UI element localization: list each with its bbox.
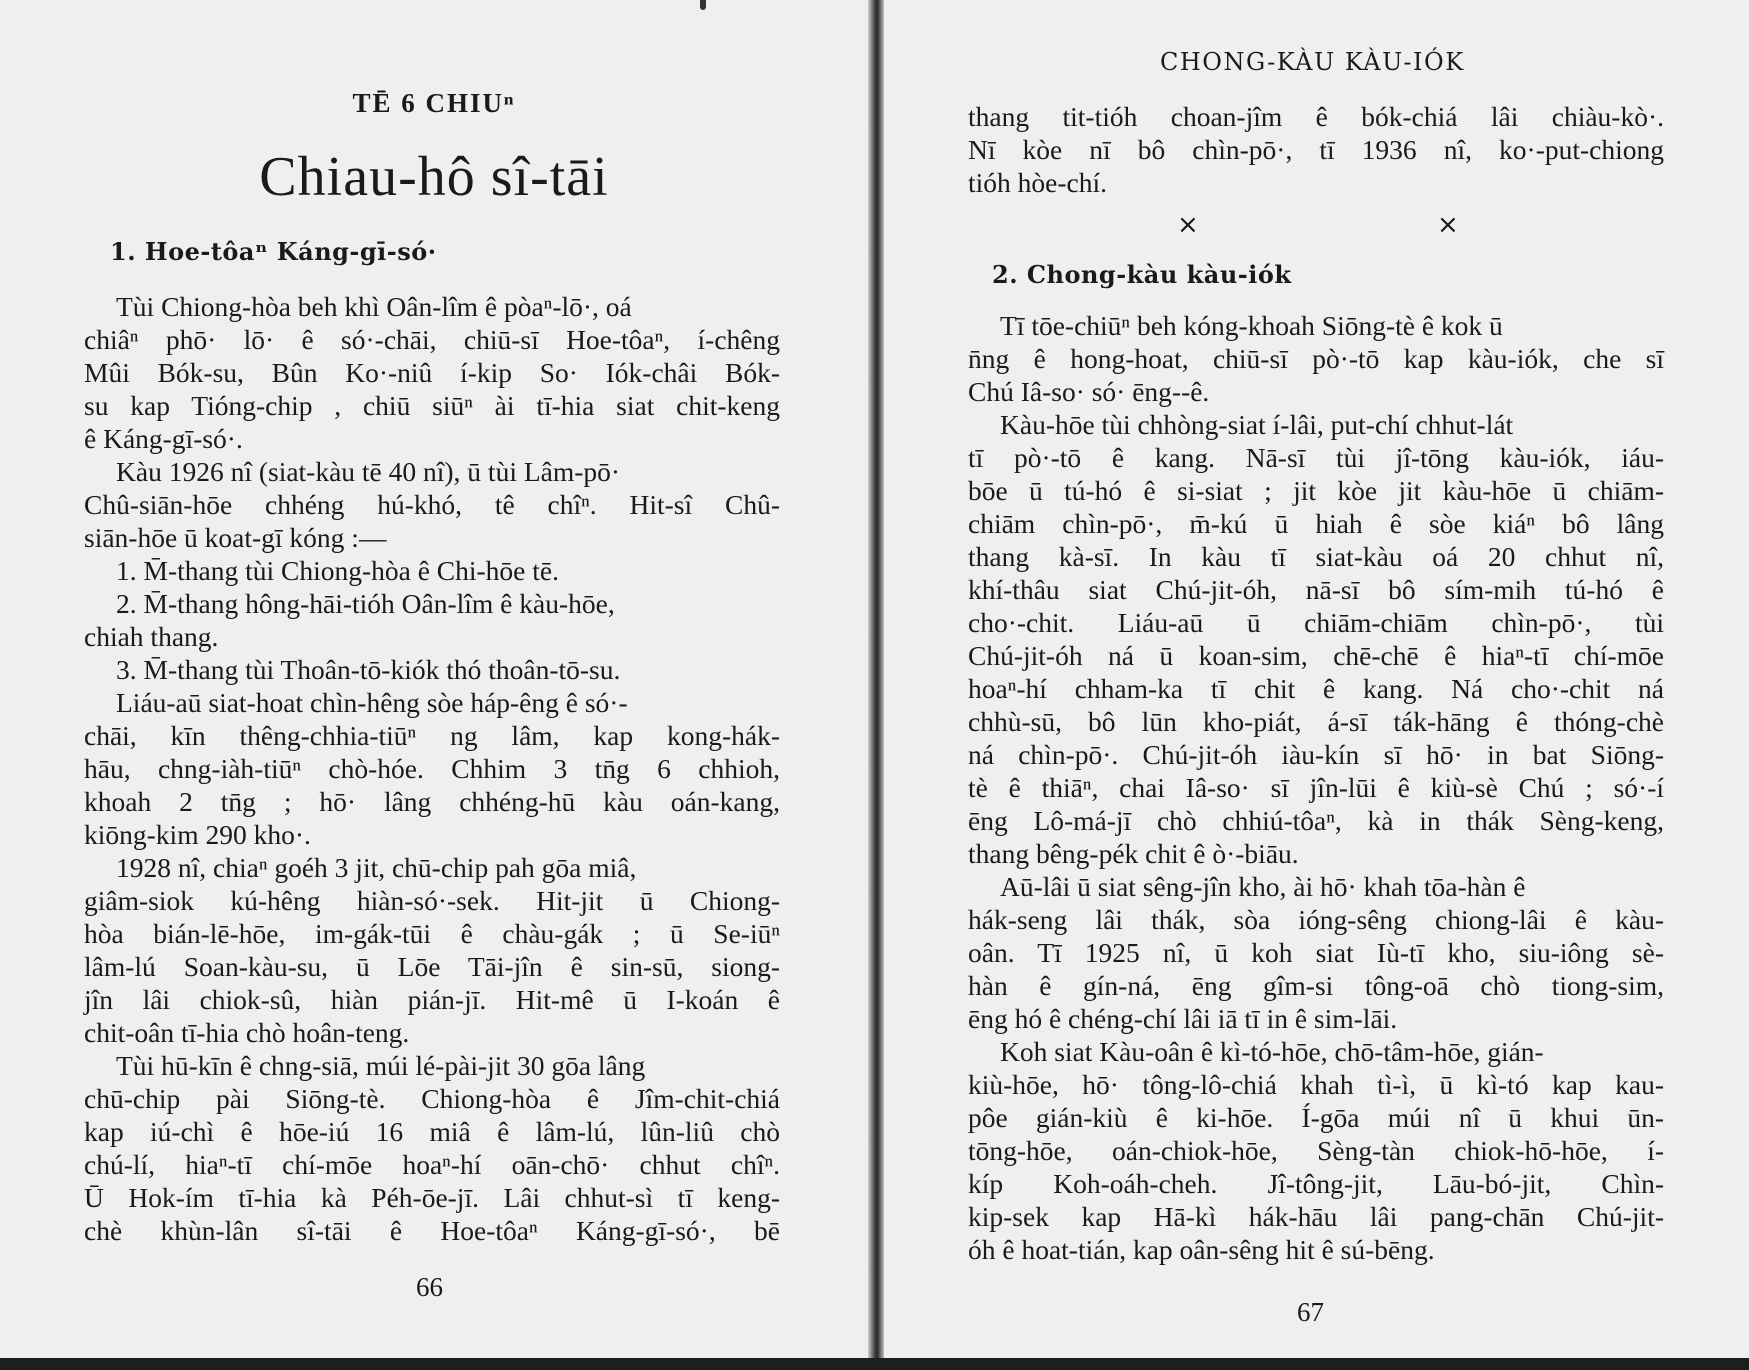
text-line: hák-seng lâi thák, sòa ióng-sêng chiong-lâi ê kàu- [968, 904, 1664, 935]
page-number-left: 66 [416, 1272, 443, 1302]
text-line: Kàu 1926 nî (siat-kàu tē 40 nî), ū tùi Lâm-pō· [116, 456, 621, 487]
text-line: bōe ū tú-hó ê si-siat ; jit kòe jit kàu-hōe ū chiām- [968, 475, 1664, 506]
text-line: hàn ê gín-ná, ēng gîm-si tông-oā chò tiong-sim, [968, 970, 1664, 1001]
text-line: siān-hōe ū koat-gī kóng :— [84, 522, 387, 553]
text-line: Ū Hok-ím tī-hia kà Péh-ōe-jī. Lâi chhut-sì tī keng- [84, 1182, 780, 1213]
text-line: 1928 nî, chiaⁿ goéh 3 jit, chū-chip pah gōa miâ, [116, 852, 637, 883]
text-line: thang kà-sī. In kàu tī siat-kàu oá 20 chhut nî, [968, 541, 1664, 572]
text-line: thang bêng-pék chit ê ò·-biāu. [968, 838, 1299, 869]
text-line: khoah 2 tn̄g ; hō· lâng chhéng-hū kàu oán-kang, [84, 786, 780, 817]
text-line: Aū-lâi ū siat sêng-jîn kho, ài hō· khah tōa-hàn ê [1000, 871, 1526, 902]
running-head: CHONG-KÀU KÀU-IÓK [1160, 48, 1465, 76]
text-line: kip-sek kap Hā-kì hák-hāu lâi pang-chān Chú-jit- [968, 1201, 1664, 1232]
text-line: ná chìn-pō·. Chú-jit-óh iàu-kín sī hō· in bat Siōng- [968, 739, 1664, 770]
text-line: chè khùn-lân sî-tāi ê Hoe-tôaⁿ Káng-gī-só·, bē [84, 1215, 780, 1246]
text-line: kíp Koh-oáh-cheh. Jî-tông-jit, Lāu-bó-jit, Chìn- [968, 1168, 1664, 1199]
text-line: tióh hòe-chí. [968, 167, 1107, 198]
text-line: chiah thang. [84, 621, 219, 652]
text-line: pôe gián-kiù ê ki-hōe. Í-gōa múi nî ū khui ūn- [968, 1102, 1664, 1133]
text-line: ê Káng-gī-só·. [84, 423, 243, 454]
text-line: 1. M̄-thang tùi Chiong-hòa ê Chi-hōe tē. [116, 555, 559, 586]
text-line: Tī tōe-chiūⁿ beh kóng-khoah Siōng-tè ê kok ū [1000, 310, 1503, 341]
text-line: ēng hó ê chéng-chí lâi iā tī in ê sim-lāi. [968, 1003, 1398, 1034]
right-body-text [968, 309, 1664, 1266]
section-heading-1: 1. Hoe-tôaⁿ Káng-gī-só· [110, 237, 437, 266]
chapter-title: Chiau-hô sî-tāi [259, 146, 609, 208]
text-line: Koh siat Kàu-oân ê kì-tó-hōe, chō-tâm-hōe, gián- [1000, 1036, 1544, 1067]
text-line: thang tit-tióh choan-jîm ê bók-chiá lâi chiàu-kò·. [968, 101, 1664, 132]
text-line: Tùi hū-kīn ê chng-siā, múi lé-pài-jit 30 gōa lâng [116, 1050, 646, 1081]
chapter-label: TĒ 6 CHIUⁿ [352, 88, 516, 118]
text-line: Tùi Chiong-hòa beh khì Oân-lîm ê pòaⁿ-lō·, oá [116, 291, 632, 322]
text-line: khí-thâu siat Chú-jit-óh, nā-sī bô sím-mih tú-hó ê [968, 574, 1664, 605]
text-line: chū-chip pài Siōng-tè. Chiong-hòa ê Jîm-chit-chiá [84, 1083, 780, 1114]
book-gutter [868, 0, 884, 1370]
text-line: chiām chìn-pō·, m̄-kú ū hiah ê sòe kiáⁿ bô lâng [968, 508, 1664, 539]
text-line: giâm-siok kú-hêng hiàn-só·-sek. Hit-jit ū Chiong- [84, 885, 780, 916]
text-line: Chú Iâ-so· só· ēng--ê. [968, 376, 1210, 407]
text-line: ēng Lô-má-jī chò chhiú-tôaⁿ, kà in thák Sèng-keng, [968, 805, 1664, 836]
text-line: chiâⁿ phō· lō· ê só·-chāi, chiū-sī Hoe-tôaⁿ, í-chêng [84, 324, 780, 355]
text-line: Chû-siān-hōe chhéng hú-khó, tê chîⁿ. Hit-sî Chû- [84, 489, 780, 520]
section-divider-mark: × [1437, 210, 1459, 240]
text-line: Mûi Bók-su, Bûn Ko·-niû í-kip So· Iók-châi Bók- [84, 357, 780, 388]
text-line: chit-oân tī-hia chò hoân-teng. [84, 1017, 410, 1048]
page-number-right: 67 [1297, 1297, 1324, 1327]
text-line: su kap Tióng-chip , chiū siūⁿ ài tī-hia siat chit-keng [84, 390, 780, 421]
text-line: lâm-lú Soan-kàu-su, ū Lōe Tāi-jîn ê sin-sū, siong- [84, 951, 780, 982]
section-divider-mark: × [1177, 210, 1199, 240]
text-line: kiōng-kim 290 kho·. [84, 819, 311, 850]
text-line: jîn lâi chiok-sû, hiàn pián-jī. Hit-mê ū I-koán ê [84, 984, 780, 1015]
text-line: tōng-hōe, oán-chiok-hōe, Sèng-tàn chiok-hō-hōe, í- [968, 1135, 1664, 1166]
text-line: chāi, kīn thêng-chhia-tiūⁿ ng lâm, kap kong-hák- [84, 720, 780, 751]
text-line: chú-lí, hiaⁿ-tī chí-mōe hoaⁿ-hí oān-chō· chhut chîⁿ. [84, 1149, 780, 1180]
text-line: hòa bián-lē-hōe, im-gák-tūi ê chàu-gák ; ū Se-iūⁿ [84, 918, 780, 949]
text-line: óh ê hoat-tián, kap oân-sêng hit ê sú-bēng. [968, 1234, 1435, 1265]
section-heading-2: 2. Chong-kàu kàu-iók [992, 260, 1292, 289]
scan-bottom-edge [0, 1358, 1749, 1370]
text-line: kiù-hōe, hō· tông-lô-chiá khah tì-ì, ū kì-tó kap kau- [968, 1069, 1664, 1100]
text-line: tè ê thiāⁿ, chai Iâ-so· sī jîn-lūi ê kiù-sè Chú ; só·-í [968, 772, 1664, 803]
text-line: hāu, chng-iàh-tiūⁿ chò-hóe. Chhim 3 tn̄g 6 chhioh, [84, 753, 780, 784]
right-top-text [968, 100, 1664, 199]
text-line: Chú-jit-óh ná ū koan-sim, chē-chē ê hiaⁿ-tī chí-mōe [968, 640, 1664, 671]
text-line: 3. M̄-thang tùi Thoân-tō-kiók thó thoân-tō-su. [116, 654, 621, 685]
text-line: 2. M̄-thang hông-hāi-tióh Oân-lîm ê kàu-hōe, [116, 588, 615, 619]
left-body-text [84, 290, 780, 1247]
text-line: chhù-sū, bô lūn kho-piát, á-sī ták-hāng ê thóng-chè [968, 706, 1664, 737]
text-line: n̄ng ê hong-hoat, chiū-sī pò·-tō kap kàu-iók, che sī [968, 343, 1664, 374]
text-line: Kàu-hōe tùi chhòng-siat í-lâi, put-chí chhut-lát [1000, 409, 1514, 440]
text-line: Nī kòe nī bô chìn-pō·, tī 1936 nî, ko·-put-chiong [968, 134, 1664, 165]
text-line: hoaⁿ-hí chham-ka tī chit ê kang. Ná cho·-chit ná [968, 673, 1664, 704]
text-line: oân. Tī 1925 nî, ū koh siat Iù-tī kho, siu-iông sè- [968, 937, 1664, 968]
text-line: tī pò·-tō ê kang. Nā-sī tùi jî-tōng kàu-iók, iáu- [968, 442, 1664, 473]
text-line: kap iú-chì ê hōe-iú 16 miâ ê lâm-lú, lûn-liû chò [84, 1116, 780, 1147]
text-line: Liáu-aū siat-hoat chìn-hêng sòe háp-êng ê só·- [116, 687, 628, 718]
text-line: cho·-chit. Liáu-aū ū chiām-chiām chìn-pō·, tùi [968, 607, 1664, 638]
ink-mark [700, 0, 706, 10]
